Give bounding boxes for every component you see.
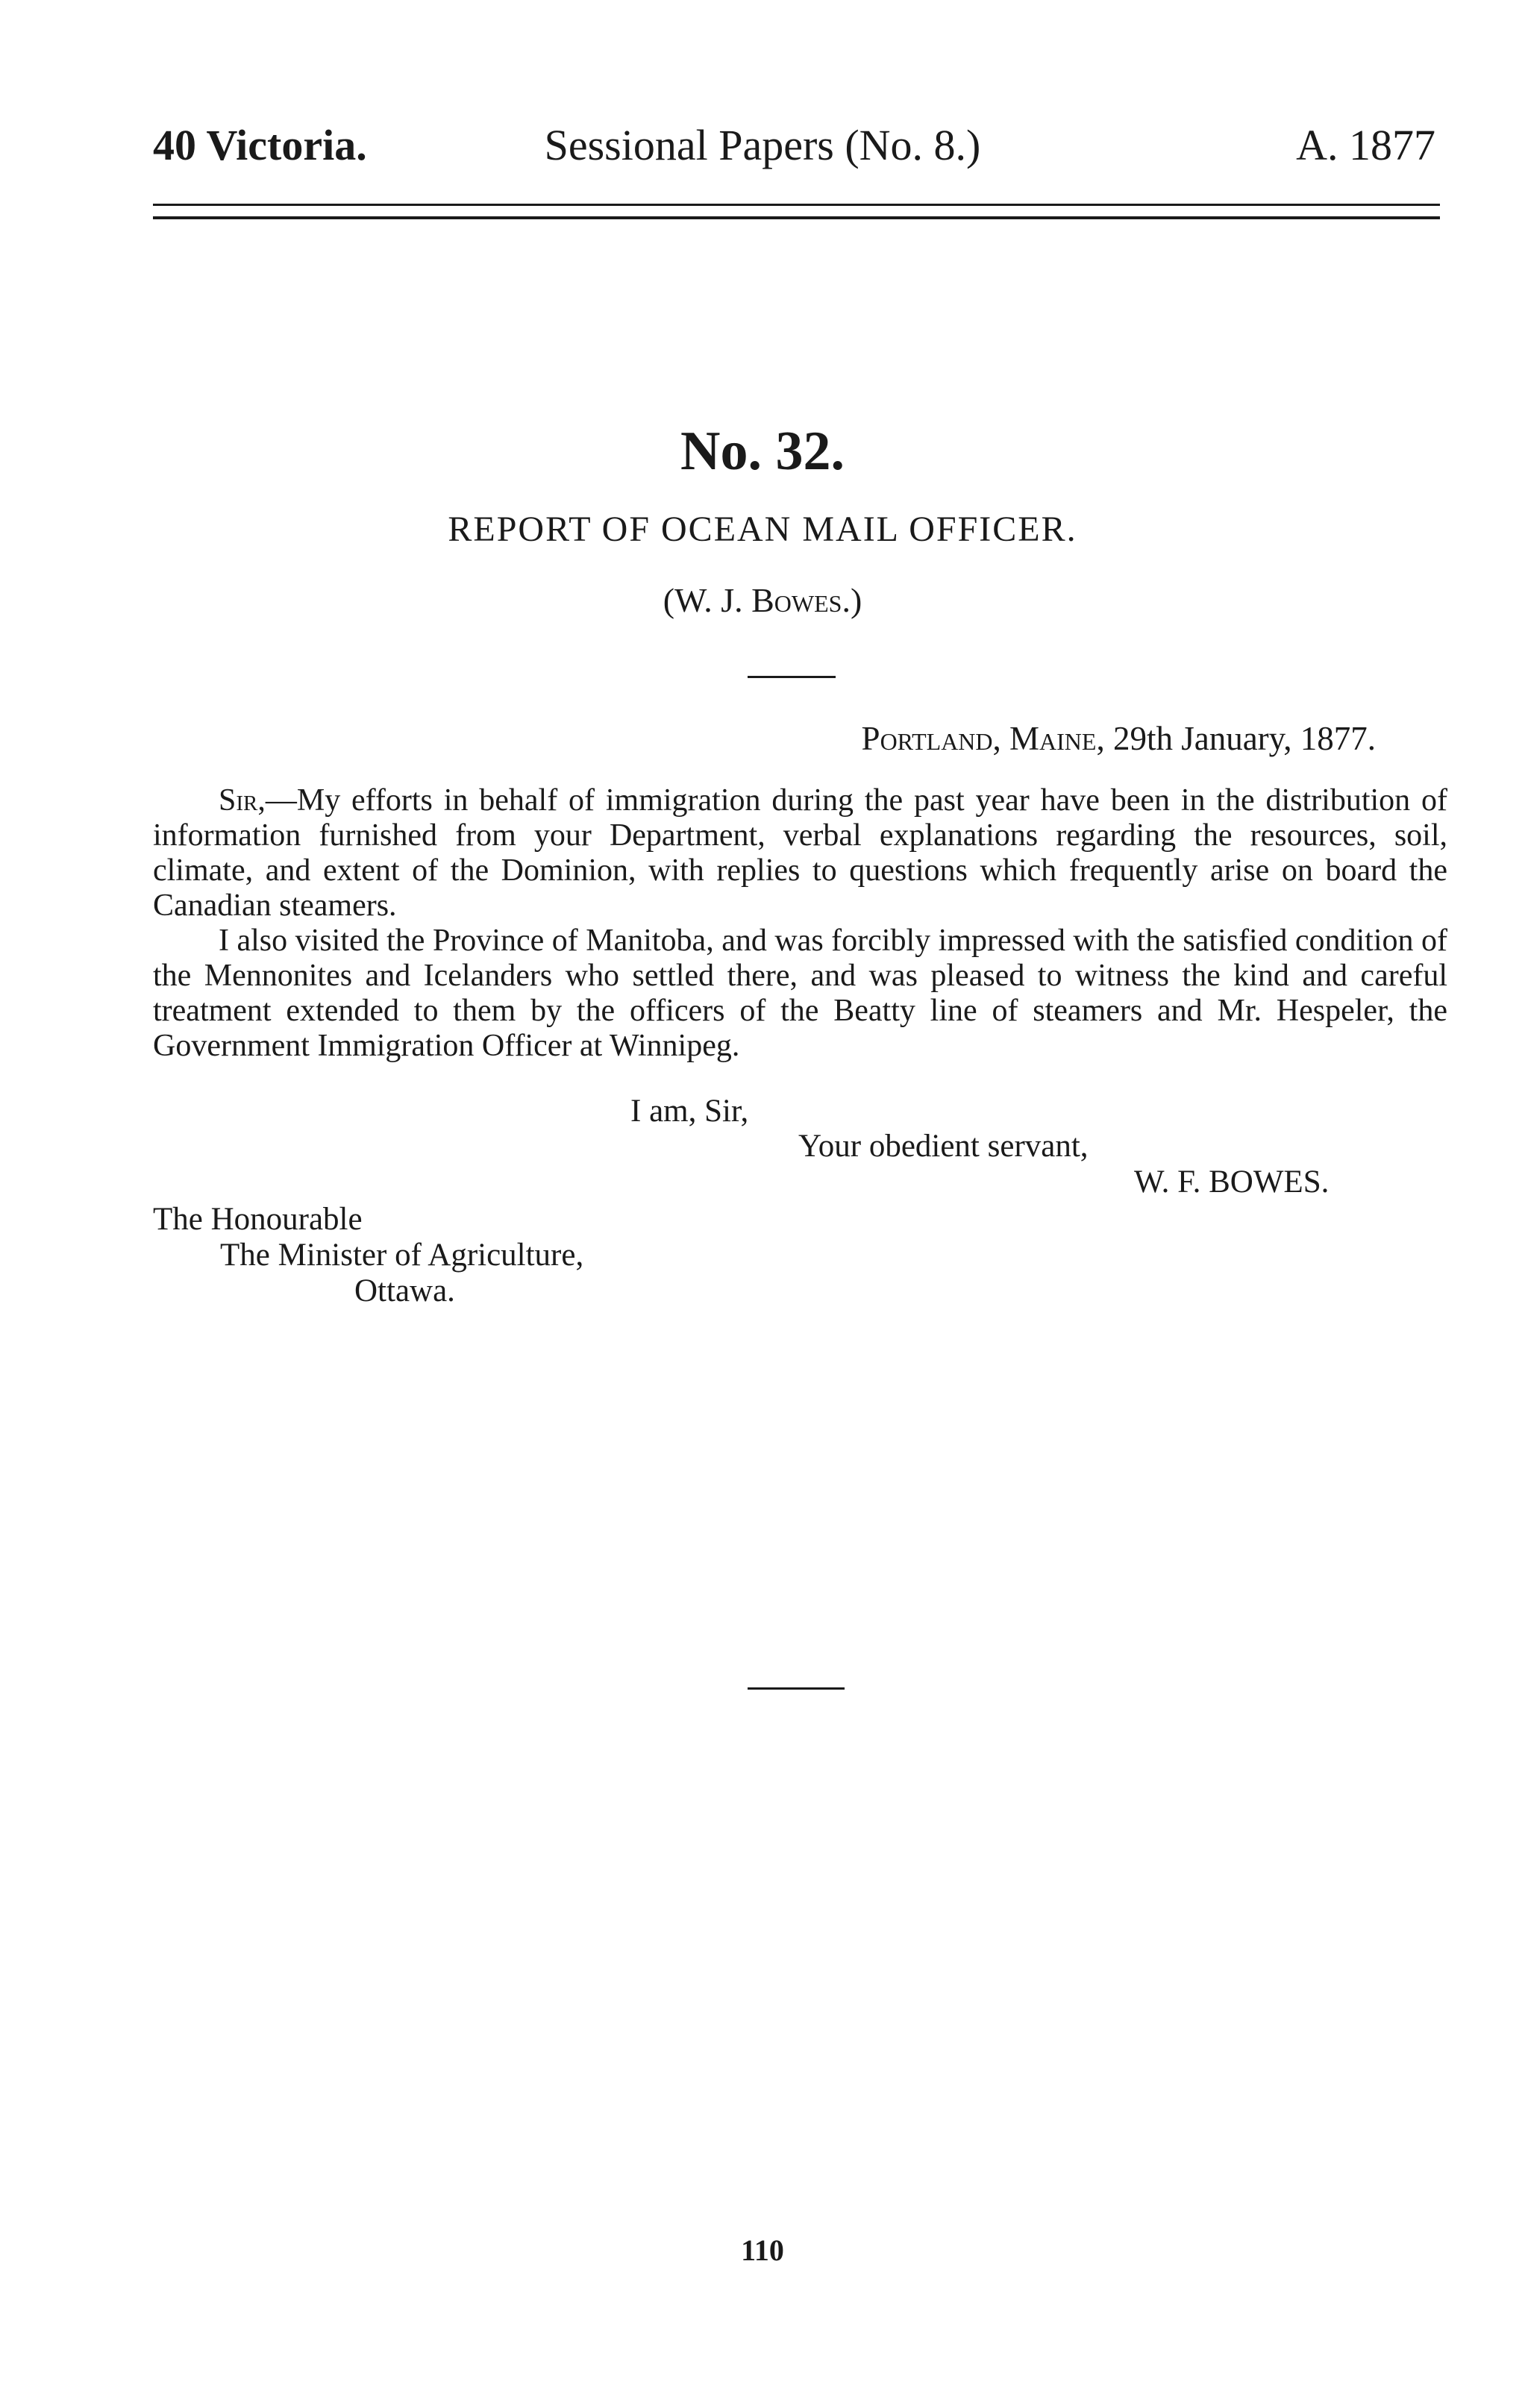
addressee-line-2: The Minister of Agriculture, [220,1238,584,1273]
document-author [0,578,1525,623]
dateline-state: Maine [1009,720,1097,757]
paragraph-2-text: I also visited the Province of Manitoba, and was forcibly impressed with the satisfied condition of the Mennonites and Icelanders who settled there, and was pleased to witness the kind and careful treatment extended to them by the officers of the Beatty line of steamers and Mr. Hespeler, the Government Immigration Officer at Winnipeg. [153,924,1447,1063]
dateline [862,716,1376,761]
header-session: 40 Victoria. [153,121,367,169]
signature: W. F. BOWES. [1134,1164,1330,1200]
dateline-separator: , [992,720,1010,757]
letter-paragraph-1 [153,783,1447,924]
author-open: (W. J. [663,581,752,619]
document-number: No. 32. [680,421,845,482]
closing-line-2: Your obedient servant, [798,1129,1089,1164]
header-year: A. 1877 [1296,121,1435,169]
closing-line-1: I am, Sir, [630,1094,749,1129]
section-divider-bottom [748,1687,845,1690]
section-divider-top [748,676,836,678]
salutation: Sir [219,783,258,818]
addressee-line-3: Ottawa. [354,1273,455,1308]
author-close: .) [842,581,862,619]
author-name: Bowes [751,581,842,619]
header-title: Sessional Papers (No. 8.) [544,121,981,169]
paragraph-1-text: ,—My efforts in behalf of immigration during the past year have been in the distribution of information furnished from your Department, verbal explanations regarding the resources, soil, climate, and extent of the Dominion, with replies to questions which frequently arise on board the Canadian steamers. [153,783,1447,923]
letter-paragraph-2 [153,924,1447,1064]
header-rule-thin [153,204,1440,206]
document-title: REPORT OF OCEAN MAIL OFFICER. [448,509,1077,549]
dateline-city: Portland [861,720,993,757]
page-number: 110 [741,2233,784,2267]
dateline-date: , 29th January, 1877. [1096,720,1376,757]
header-rule-thick [153,216,1440,219]
addressee-line-1: The Honourable [153,1202,363,1237]
